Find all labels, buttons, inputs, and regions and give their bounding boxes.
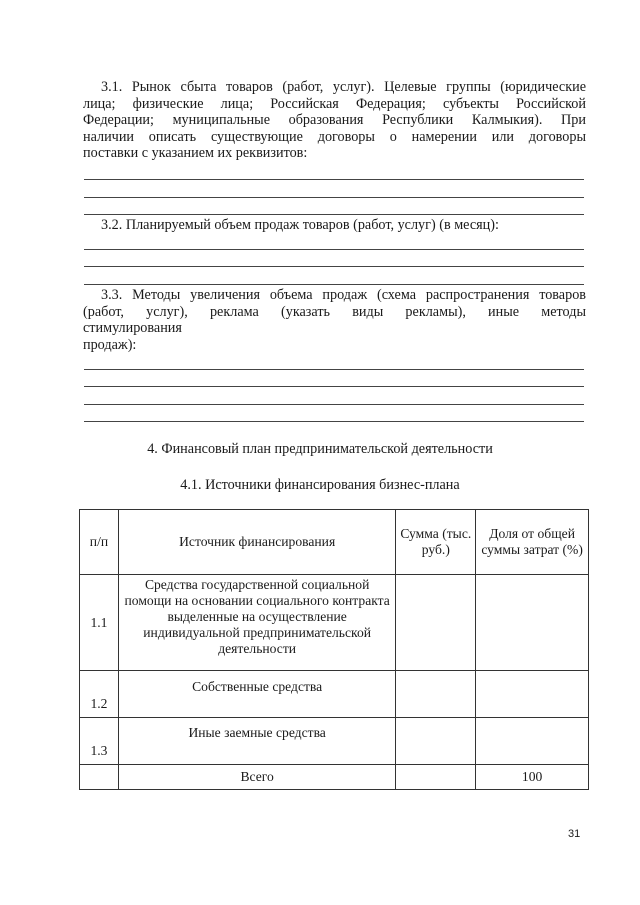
answer-line[interactable] [84,179,584,180]
section-3-3-line: стимулирования [83,320,182,336]
answer-line[interactable] [84,284,584,285]
section-3-2 [83,217,586,234]
answer-line[interactable] [84,404,584,405]
header-num: п/п [80,510,119,575]
row-source: Средства государственной социальной помощи на основании социального контракта выделенные на осуществление индивидуальной предпринимательской деятельности [118,575,395,671]
total-sum-cell[interactable] [396,765,476,790]
section-3-1-line: наличии описать существующие договоры о намерении или договоры [83,128,586,145]
section-3-3-line: 3.3. Методы увеличения объема продаж (схема распространения товаров [101,287,586,303]
row-share-cell[interactable] [476,718,589,765]
section-3-1-line: лица; физические лица; Российская Федерация; субъекты Российской [83,95,586,112]
table-row [80,671,589,718]
section-4-1-heading: 4.1. Источники финансирования бизнес-плана [180,477,460,493]
row-sum-cell[interactable] [396,671,476,718]
row-num: 1.2 [80,671,119,718]
row-share-cell[interactable] [476,575,589,671]
table-row [80,718,589,765]
total-num [80,765,119,790]
row-source: Иные заемные средства [118,718,395,765]
row-sum-cell[interactable] [396,718,476,765]
section-3-3 [83,287,586,353]
answer-line[interactable] [84,214,584,215]
section-3-1-line: поставки с указанием их реквизитов: [83,145,308,161]
header-share: Доля от общей суммы затрат (%) [476,510,589,575]
total-share: 100 [476,765,589,790]
answer-line[interactable] [84,266,584,267]
answer-line[interactable] [84,369,584,370]
answer-line[interactable] [84,386,584,387]
row-source: Собственные средства [118,671,395,718]
financing-table [79,509,589,790]
section-4-heading: 4. Финансовый план предпринимательской деятельности [147,441,493,457]
row-num: 1.1 [80,575,119,671]
section-3-1-line: 3.1. Рынок сбыта товаров (работ, услуг). Целевые группы (юридические [101,79,586,95]
header-sum: Сумма (тыс. руб.) [396,510,476,575]
row-num: 1.3 [80,718,119,765]
row-sum-cell[interactable] [396,575,476,671]
table-header-row [80,510,589,575]
section-3-2-text: 3.2. Планируемый объем продаж товаров (работ, услуг) (в месяц): [101,217,499,233]
header-source: Источник финансирования [118,510,395,575]
section-3-1-line: Федерации; муниципальные образования Республики Калмыкия). При [83,112,586,128]
table-row [80,575,589,671]
section-3-1 [83,79,586,162]
total-label: Всего [118,765,395,790]
section-3-3-line: (работ, услуг), реклама (указать виды рекламы), иные методы [83,303,586,320]
section-3-3-line: продаж): [83,336,137,353]
answer-line[interactable] [84,421,584,422]
row-share-cell[interactable] [476,671,589,718]
table-total-row [80,765,589,790]
answer-line[interactable] [84,197,584,198]
page-number: 31 [568,828,581,840]
answer-line[interactable] [84,249,584,250]
